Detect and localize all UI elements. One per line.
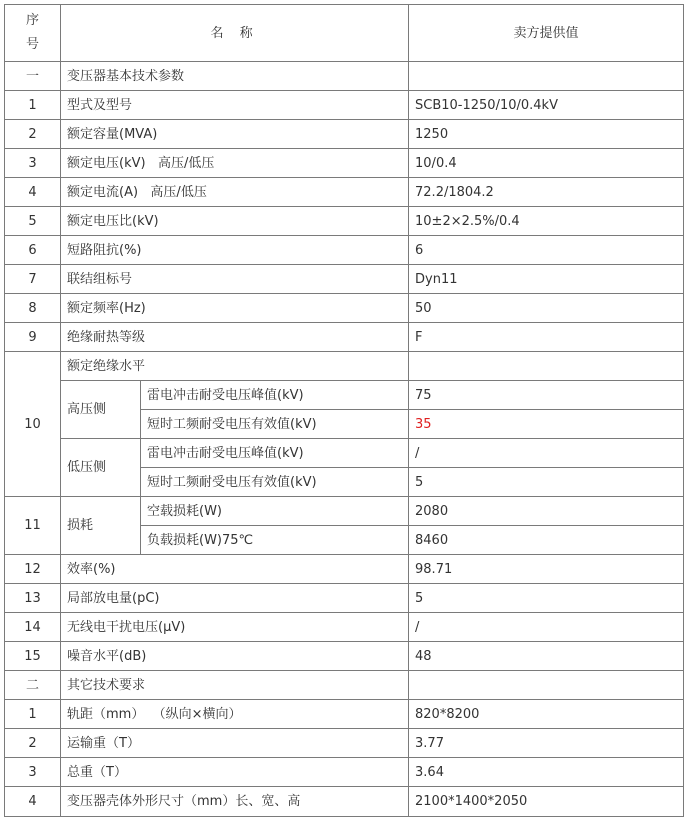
- table-row: [5, 497, 684, 526]
- row-value: /: [409, 439, 684, 468]
- spec-table: [4, 4, 684, 817]
- row-name: 短路阻抗(%): [61, 236, 409, 265]
- section-no: 一: [5, 62, 61, 91]
- table-row: [5, 381, 684, 410]
- row-no: 13: [5, 584, 61, 613]
- row-no: 8: [5, 294, 61, 323]
- row-value: 3.64: [409, 758, 684, 787]
- row-name: 额定电压比(kV): [61, 207, 409, 236]
- table-row: [5, 265, 684, 294]
- table-row: [5, 236, 684, 265]
- table-row: [5, 91, 684, 120]
- row-no: 5: [5, 207, 61, 236]
- table-row: [5, 178, 684, 207]
- table-row: [5, 613, 684, 642]
- sub-row-name: 短时工频耐受电压有效值(kV): [141, 468, 409, 497]
- header-row: [5, 5, 684, 62]
- row-no: 11: [5, 497, 61, 555]
- row-name: 额定频率(Hz): [61, 294, 409, 323]
- row-no: 10: [5, 352, 61, 497]
- row-value: 820*8200: [409, 700, 684, 729]
- sub-row-name: 空载损耗(W): [141, 497, 409, 526]
- row-value: 72.2/1804.2: [409, 178, 684, 207]
- header-no-line2: 号: [25, 37, 39, 52]
- row-value: Dyn11: [409, 265, 684, 294]
- row-value: 6: [409, 236, 684, 265]
- row-no: 15: [5, 642, 61, 671]
- header-no-line1: 序: [25, 13, 39, 28]
- row-value: 10/0.4: [409, 149, 684, 178]
- row-name: 变压器壳体外形尺寸（mm）长、宽、高: [61, 787, 409, 817]
- row-value: 5: [409, 584, 684, 613]
- row-no: 6: [5, 236, 61, 265]
- row-name: 额定容量(MVA): [61, 120, 409, 149]
- table-row: [5, 787, 684, 817]
- table-row: [5, 555, 684, 584]
- insulation-title: 额定绝缘水平: [61, 352, 409, 381]
- table-row: [5, 439, 684, 468]
- section-name: 变压器基本技术参数: [61, 62, 409, 91]
- row-name: 轨距（mm） （纵向×横向）: [61, 700, 409, 729]
- table-row: [5, 584, 684, 613]
- row-name: 型式及型号: [61, 91, 409, 120]
- row-value: F: [409, 323, 684, 352]
- row-value: SCB10-1250/10/0.4kV: [409, 91, 684, 120]
- row-name: 联结组标号: [61, 265, 409, 294]
- section-row: [5, 671, 684, 700]
- section-name: 其它技术要求: [61, 671, 409, 700]
- row-no: 14: [5, 613, 61, 642]
- lv-side-label: 低压侧: [61, 439, 141, 497]
- table-row: [5, 149, 684, 178]
- hv-side-label: 高压侧: [61, 381, 141, 439]
- row-no: 3: [5, 758, 61, 787]
- sub-row-name: 负载损耗(W)75℃: [141, 526, 409, 555]
- table-row: [5, 207, 684, 236]
- row-value: 75: [409, 381, 684, 410]
- table-row: [5, 120, 684, 149]
- row-no: 1: [5, 700, 61, 729]
- sub-row-name: 雷电冲击耐受电压峰值(kV): [141, 381, 409, 410]
- header-value: 卖方提供值: [409, 5, 684, 62]
- row-value: 98.71: [409, 555, 684, 584]
- header-name: 名 称: [61, 5, 409, 62]
- highlighted-value: 35: [409, 410, 684, 439]
- row-value: 2100*1400*2050: [409, 787, 684, 817]
- table-row: [5, 352, 684, 381]
- row-name: 总重（T）: [61, 758, 409, 787]
- section-no: 二: [5, 671, 61, 700]
- row-no: 9: [5, 323, 61, 352]
- row-name: 额定电流(A) 高压/低压: [61, 178, 409, 207]
- row-no: 3: [5, 149, 61, 178]
- row-name: 局部放电量(pC): [61, 584, 409, 613]
- table-row: [5, 642, 684, 671]
- row-name: 效率(%): [61, 555, 409, 584]
- row-value: 1250: [409, 120, 684, 149]
- row-no: 2: [5, 729, 61, 758]
- row-value: 10±2×2.5%/0.4: [409, 207, 684, 236]
- row-value: 8460: [409, 526, 684, 555]
- row-value: [409, 352, 684, 381]
- row-value: /: [409, 613, 684, 642]
- row-no: 12: [5, 555, 61, 584]
- loss-label: 损耗: [61, 497, 141, 555]
- header-no-cell: [5, 5, 61, 62]
- row-no: 4: [5, 787, 61, 817]
- row-name: 噪音水平(dB): [61, 642, 409, 671]
- row-name: 无线电干扰电压(μV): [61, 613, 409, 642]
- row-value: 50: [409, 294, 684, 323]
- row-no: 4: [5, 178, 61, 207]
- row-value: 2080: [409, 497, 684, 526]
- row-value: 48: [409, 642, 684, 671]
- section-value: [409, 671, 684, 700]
- row-no: 1: [5, 91, 61, 120]
- sub-row-name: 雷电冲击耐受电压峰值(kV): [141, 439, 409, 468]
- row-name: 运输重（T）: [61, 729, 409, 758]
- row-value: 3.77: [409, 729, 684, 758]
- row-name: 额定电压(kV) 高压/低压: [61, 149, 409, 178]
- row-no: 7: [5, 265, 61, 294]
- table-row: [5, 294, 684, 323]
- table-row: [5, 758, 684, 787]
- table-row: [5, 700, 684, 729]
- row-no: 2: [5, 120, 61, 149]
- section-row: [5, 62, 684, 91]
- row-name: 绝缘耐热等级: [61, 323, 409, 352]
- table-row: [5, 323, 684, 352]
- section-value: [409, 62, 684, 91]
- table-row: [5, 729, 684, 758]
- sub-row-name: 短时工频耐受电压有效值(kV): [141, 410, 409, 439]
- row-value: 5: [409, 468, 684, 497]
